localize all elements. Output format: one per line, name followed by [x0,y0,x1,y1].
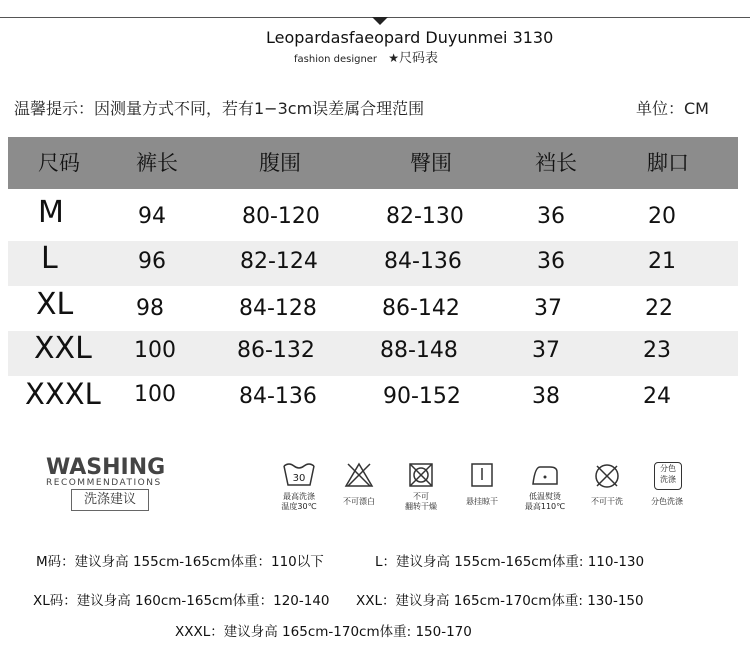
header-rise: 裆长 [535,151,577,175]
header-waist: 腹围 [259,151,301,175]
star-icon: ★ [388,51,399,65]
table-cell: 100 [134,338,176,363]
table-row-size: XL [36,287,74,322]
table-cell: 86-142 [382,296,460,321]
low-iron-icon [530,462,560,488]
table-cell: 82-124 [240,249,318,274]
table-cell: 86-132 [237,338,315,363]
brand-role: fashion designer [294,54,378,65]
washing-title: WASHING [46,455,166,480]
table-cell: 23 [643,338,671,363]
table-cell: 82-130 [386,204,464,229]
table-row-size: XXXL [25,377,101,411]
table-cell: 22 [645,296,673,321]
table-cell: 84-136 [384,249,462,274]
no-tumble-dry-icon [408,462,434,488]
washing-subtitle: RECOMMENDATIONS [46,478,162,488]
recommendation-xxxl: XXXL：建议身高 165cm-170cm体重: 150-170 [175,624,472,640]
care-label-tumble: 不可 翻转干燥 [405,492,437,511]
table-cell: 94 [138,204,166,229]
table-cell: 90-152 [383,384,461,409]
table-row-size: L [41,241,58,276]
table-row-size: XXL [34,331,92,366]
care-label-wash: 最高洗涤 温度30℃ [281,492,317,511]
size-chart-title: 尺码表 [399,51,439,66]
care-label-separate: 分色洗涤 [651,497,683,506]
care-label-hang: 悬挂晾干 [466,497,498,506]
table-row-size: M [38,195,64,230]
triangle-marker-icon [372,17,388,25]
table-cell: 38 [532,384,560,409]
recommendation-xl: XL码：建议身高 160cm-165cm体重：120-140 [33,593,330,609]
care-label-dryclean: 不可干洗 [591,497,623,506]
no-dry-clean-icon [593,462,621,490]
table-cell: 37 [534,296,562,321]
wash-30-icon [282,462,316,488]
row-band [8,331,738,376]
table-cell: 84-136 [239,384,317,409]
unit-label: 单位：CM [636,99,709,118]
table-cell: 98 [136,296,164,321]
table-cell: 37 [532,338,560,363]
recommendation-m: M码：建议身高 155cm-165cm体重：110以下 [36,554,324,570]
table-cell: 20 [648,204,676,229]
brand-subtitle [294,47,438,66]
brand-name: Leopardasfaeopard Duyunmei 3130 [266,28,554,47]
measurement-notice: 温馨提示：因测量方式不同，若有1−3cm误差属合理范围 [14,99,425,118]
size-table [8,137,738,414]
wash-temp-number: 30 [292,473,306,484]
recommendation-xxl: XXL：建议身高 165cm-170cm体重: 130-150 [356,593,644,609]
header-hem: 脚口 [647,151,689,175]
table-cell: 36 [537,204,565,229]
table-cell: 96 [138,249,166,274]
header-length: 裤长 [136,151,178,175]
care-label-bleach: 不可漂白 [343,497,375,506]
table-cell: 80-120 [242,204,320,229]
recommendation-l: L：建议身高 155cm-165cm体重: 110-130 [375,554,645,570]
care-label-iron: 低温熨烫 最高110℃ [524,492,566,511]
table-cell: 24 [643,384,671,409]
table-cell: 100 [134,382,176,407]
separate-wash-icon [654,462,682,490]
table-cell: 21 [648,249,676,274]
no-bleach-icon [344,462,374,488]
table-header [8,137,738,189]
table-cell: 88-148 [380,338,458,363]
header-size: 尺码 [38,151,80,175]
table-cell: 36 [537,249,565,274]
hang-dry-icon [470,462,494,488]
washing-cn-label: 洗涤建议 [71,489,149,511]
separate-wash-badge-bottom: 洗涤 [660,475,676,484]
header-hip: 臀围 [410,151,452,175]
separate-wash-badge-top: 分色 [660,464,676,473]
table-cell: 84-128 [239,296,317,321]
row-band [8,241,738,286]
